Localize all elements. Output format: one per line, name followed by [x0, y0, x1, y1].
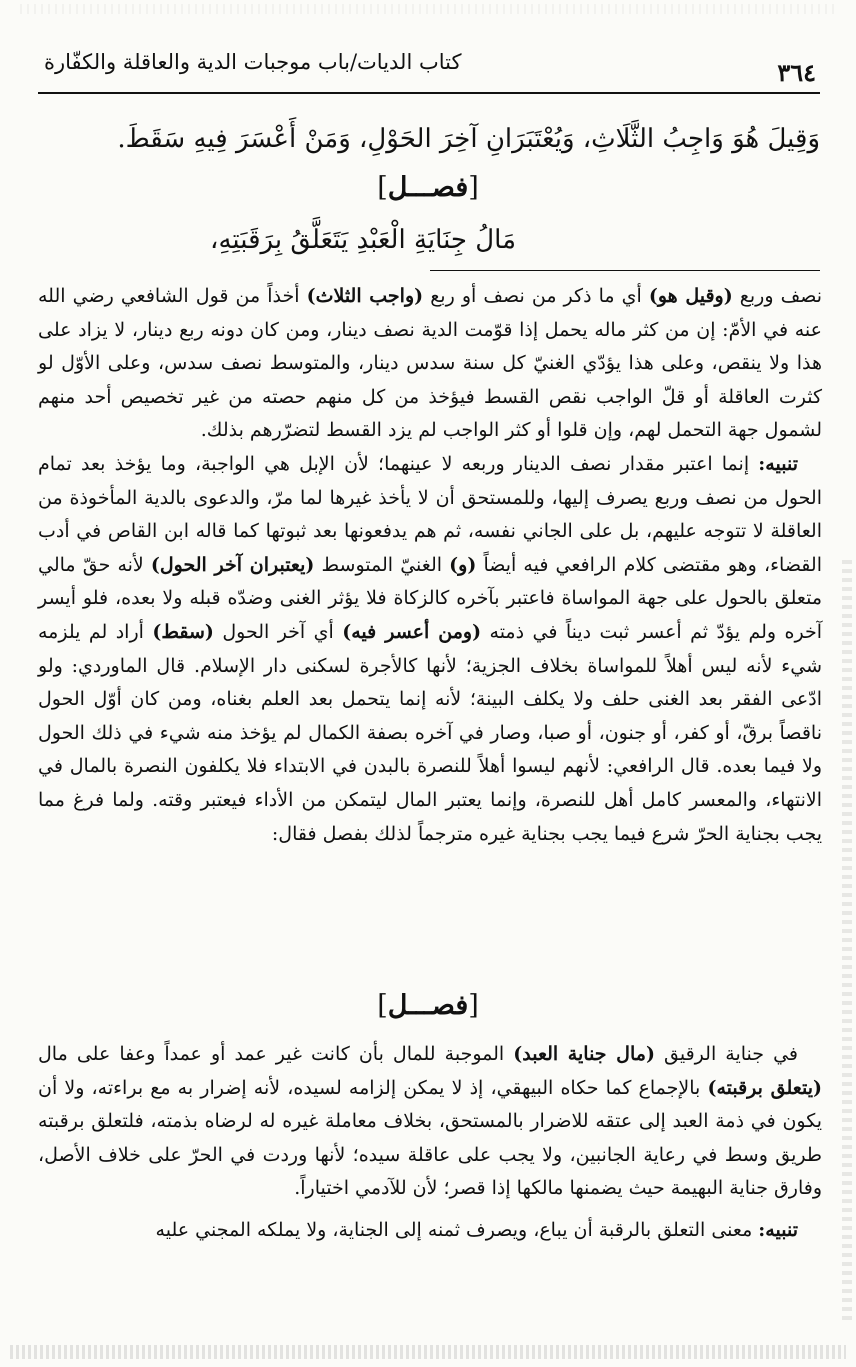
commentary-text: نصف وربع [732, 285, 823, 307]
matn-separator-rule [430, 270, 820, 271]
quoted-matn: (يعتبران آخر الحول) [150, 553, 315, 576]
fasl-word: فصـــل [387, 172, 469, 203]
commentary-block-1 [38, 280, 822, 851]
quoted-matn: (مال جناية العبد) [513, 1043, 655, 1065]
commentary-text: أي ما ذكر من نصف أو ربع [423, 285, 649, 307]
commentary-text: بالإجماع كما حكاه البيهقي، إذ لا يمكن إلزامه لسيده، لأنه إضرار به مع براءته، ولا أن يكون في ذمة العبد إلى عتقه للاضرار بالمستحق، بخلاف معاملة غيره له لرضاه بذمته، فلتعلق برقبته طريق وسط في رعاية الجانبين، ولا يجب على عاقلة سيده؛ لأنها وردت في الحرّ على خلاف الأصل، وفارق جناية البهيمة حيث يضمنها مالكها إذا قصر؛ لأن للآدمي اختياراً. [38, 1076, 822, 1200]
commentary-text: في جناية الرقيق [654, 1043, 798, 1065]
bracket-open: [ [468, 990, 479, 1021]
quoted-matn: تنبيه: [758, 452, 798, 475]
running-title: كتاب الديات/باب موجبات الدية والعاقلة والكفّارة [44, 50, 462, 74]
quoted-matn: (وقيل هو) [648, 285, 733, 307]
commentary-text: أي آخر الحول [213, 620, 343, 643]
fasl-word: فصـــل [387, 990, 469, 1021]
scan-noise-bottom [10, 1345, 846, 1359]
quoted-matn: (سقط) [152, 620, 214, 643]
commentary-text: الغنيّ المتوسط [314, 553, 450, 576]
page-number: ٣٦٤ [777, 58, 816, 87]
fasl-heading-2 [0, 990, 856, 1021]
commentary-text: لأنه حقّ مالي متعلق بالحول على جهة المواساة فاعتبر بآخره كالزكاة فلا يؤثر الغنى وضدّه قبله ولا بعده، فلو أيسر آخره ولم يؤدّ ثم أعسر ثبت ديناً في ذمته [38, 553, 822, 643]
commentary-text: أخذاً من قول الشافعي رضي الله عنه في الأمّ: إن من كثر ماله يحمل إذا قوّمت الدية نصف دينار، ومن كان دونه ربع دينار، لا يزاد على هذا ولا ينقص، وعلى هذا يؤدّي الغنيّ كل سنة سدس دينار، والمتوسط نصف سدس، وعلى الأوّل لو كثرت العاقلة أو قلّ الواجب نقص القسط فيؤخذ من كل منهم حصته من غير تخصيص أحد منهم لشمول جهة التحمل لهم، وإن قلوا أو كثر الواجب لم يزد القسط لتضرّرهم بذلك. [38, 285, 822, 442]
matn-line-1: وَقِيلَ هُوَ وَاجِبُ الثَّلَاثِ، وَيُعْتَبَرَانِ آخِرَ الحَوْلِ، وَمَنْ أَعْسَرَ فِيهِ سَقَطَ. [117, 124, 820, 154]
commentary-paragraph [38, 280, 822, 448]
commentary-text: معنى التعلق بالرقبة أن يباع، ويصرف ثمنه إلى الجناية، ولا يملكه المجني عليه [155, 1218, 759, 1241]
tanbih-paragraph [38, 1214, 822, 1248]
quoted-matn: (و) [449, 553, 477, 576]
scan-noise-top [20, 4, 836, 14]
fasl-heading-1 [0, 172, 856, 203]
bracket-close: ] [377, 172, 388, 203]
bracket-open: [ [468, 172, 479, 203]
commentary-text: إنما اعتبر مقدار نصف الدينار وربعه لا عينهما؛ لأن الإبل هي الواجبة، وما يؤخذ بعد تمام الحول من نصف وربع يصرف إليها، وللمستحق أن لا يأخذ غيرها لما مرّ، والدعوى بالدية المأخوذة من العاقلة لا تتوجه عليهم، بل على الجاني نفسه، ثم هم يدفعونها بعد ثبوتها كما قاله ابن القاص في أدب القضاء، وهو مقتضى كلام الرافعي فيه أيضاً [38, 452, 822, 576]
quoted-matn: (يتعلق برقبته) [707, 1076, 822, 1099]
bracket-close: ] [377, 990, 388, 1021]
page-header [38, 40, 820, 94]
scan-edge-decoration [842, 560, 852, 1320]
commentary-paragraph [38, 1038, 822, 1206]
commentary-text: الموجبة للمال بأن كانت غير عمد أو عمداً وعفا على مال [38, 1043, 514, 1065]
commentary-text: أراد لم يلزمه شيء لأنه ليس أهلاً للمواساة بخلاف الجزية؛ لأنها كالأجرة لسكنى دار الإسلام. قال الماوردي: ولو ادّعى الفقر بعد الغنى حلف ولا يكلف البينة؛ لأنه إنما يتحمل بعد العلم بغناه، ومن كان أوّل الحول ناقصاً برقّ، أو كفر، أو جنون، أو صبا، وصار في آخره بصفة الكمال لم يؤخذ منه شيء في ذلك الحول ولا فيما بعده. قال الرافعي: لأنهم ليسوا أهلاً للنصرة بالبدن في الابتداء فلا يكلفون النصرة بالمال في الانتهاء، والمعسر كامل أهل للنصرة، وإنما يعتبر المال ليتمكن من الأداء فيعتبر وقته. ولما فرغ مما يجب بجناية الحرّ شرع فيما يجب بجناية غيره مترجماً لذلك بفصل فقال: [38, 620, 822, 845]
tanbih-paragraph [38, 448, 822, 851]
matn-line-2: مَالُ جِنَايَةِ الْعَبْدِ يَتَعَلَّقُ بِرَقَبَتِهِ، [210, 225, 516, 255]
quoted-matn: تنبيه: [758, 1218, 798, 1241]
quoted-matn: (واجب الثلاث) [306, 285, 424, 307]
quoted-matn: (ومن أعسر فيه) [342, 620, 482, 643]
commentary-block-2 [38, 1038, 822, 1248]
